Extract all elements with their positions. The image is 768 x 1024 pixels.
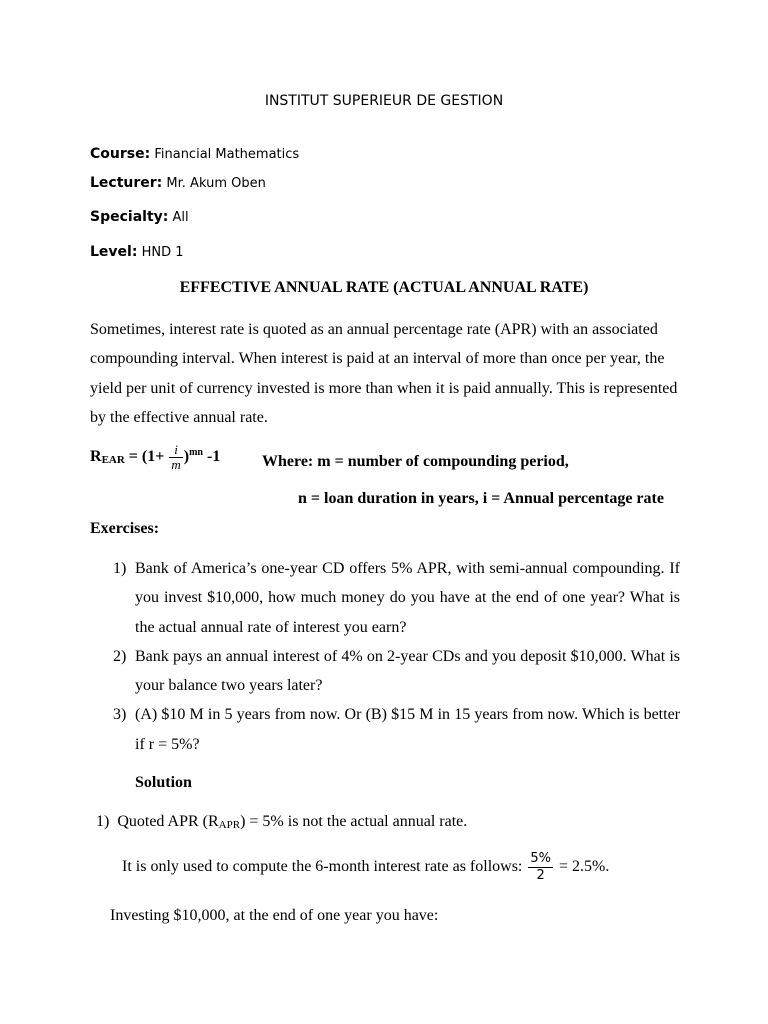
list-item [90,700,680,759]
meta-label: Course: [90,146,151,162]
solution-line-2 [122,851,609,891]
solution-line-3: Investing $10,000, at the end of one year you have: [110,907,439,924]
solution-line1-prefix: 1) Quoted APR (R [96,813,219,830]
formula-r: R [90,448,102,466]
list-item-text: Bank of America’s one-year CD offers 5% APR, with semi-annual compounding. If you invest $10,000, how much money do you have at the end of one year? What is the actual annual rate of interest you earn? [135,560,680,636]
list-item-text: Bank pays an annual interest of 4% on 2-year CDs and you deposit $10,000. What is your balance two years later? [135,647,680,695]
formula-fraction [169,443,182,472]
solution-line-1 [96,813,467,831]
formula-close: ) [183,448,190,466]
list-item [90,554,680,642]
solution-line1-suffix: ) = 5% is not the actual annual rate. [240,813,468,830]
list-item-number: 1) [113,560,127,577]
list-item-number: 2) [113,647,127,665]
solution-line2-suffix: = 2.5%. [555,858,610,876]
list-item [90,642,680,701]
formula-tail: -1 [202,448,221,466]
solution-title: Solution [135,774,192,791]
ear-formula [90,443,220,483]
solution-fraction [528,851,553,884]
list-item-text: (A) $10 M in 5 years from now. Or (B) $15 M in 15 years from now. Which is better if r = 5%? [135,706,680,753]
meta-specialty [90,209,189,225]
meta-label: Specialty: [90,209,169,225]
meta-value: HND 1 [141,245,184,260]
meta-lecturer [90,175,266,191]
formula-open: = (1+ [124,448,169,466]
formula-exponent: mn [189,446,203,458]
section-heading: EFFECTIVE ANNUAL RATE (ACTUAL ANNUAL RATE) [179,279,589,296]
intro-paragraph: Sometimes, interest rate is quoted as an annual percentage rate (APR) with an associated compounding interval. When interest is paid at an interval of more than once per year, the yield per unit of currency invested is more than when it is paid annually. This is represented by the effective annual rate. [90,321,678,426]
solution-fraction-denominator: 2 [536,868,545,883]
formula-where-line1: Where: m = number of compounding period, [262,453,569,470]
solution-fraction-numerator: 5% [530,851,551,866]
fraction-denominator: m [171,457,181,472]
exercises-list [90,554,680,759]
solution-line2-prefix: It is only used to compute the 6-month interest rate as follows: [122,858,527,876]
formula-subscript: EAR [101,454,125,467]
meta-value: Mr. Akum Oben [166,176,266,191]
meta-value: Financial Mathematics [154,147,300,162]
exercises-title: Exercises: [90,520,160,537]
meta-level [90,244,184,260]
list-item-number: 3) [113,706,127,724]
fraction-numerator: i [169,443,182,458]
meta-label: Level: [90,244,138,260]
institution-title: INSTITUT SUPERIEUR DE GESTION [264,93,504,109]
meta-course [90,146,299,162]
meta-label: Lecturer: [90,175,163,191]
solution-line1-subscript: APR [218,819,241,831]
meta-value: All [172,210,189,225]
formula-where-line2: n = loan duration in years, i = Annual percentage rate [298,490,664,507]
